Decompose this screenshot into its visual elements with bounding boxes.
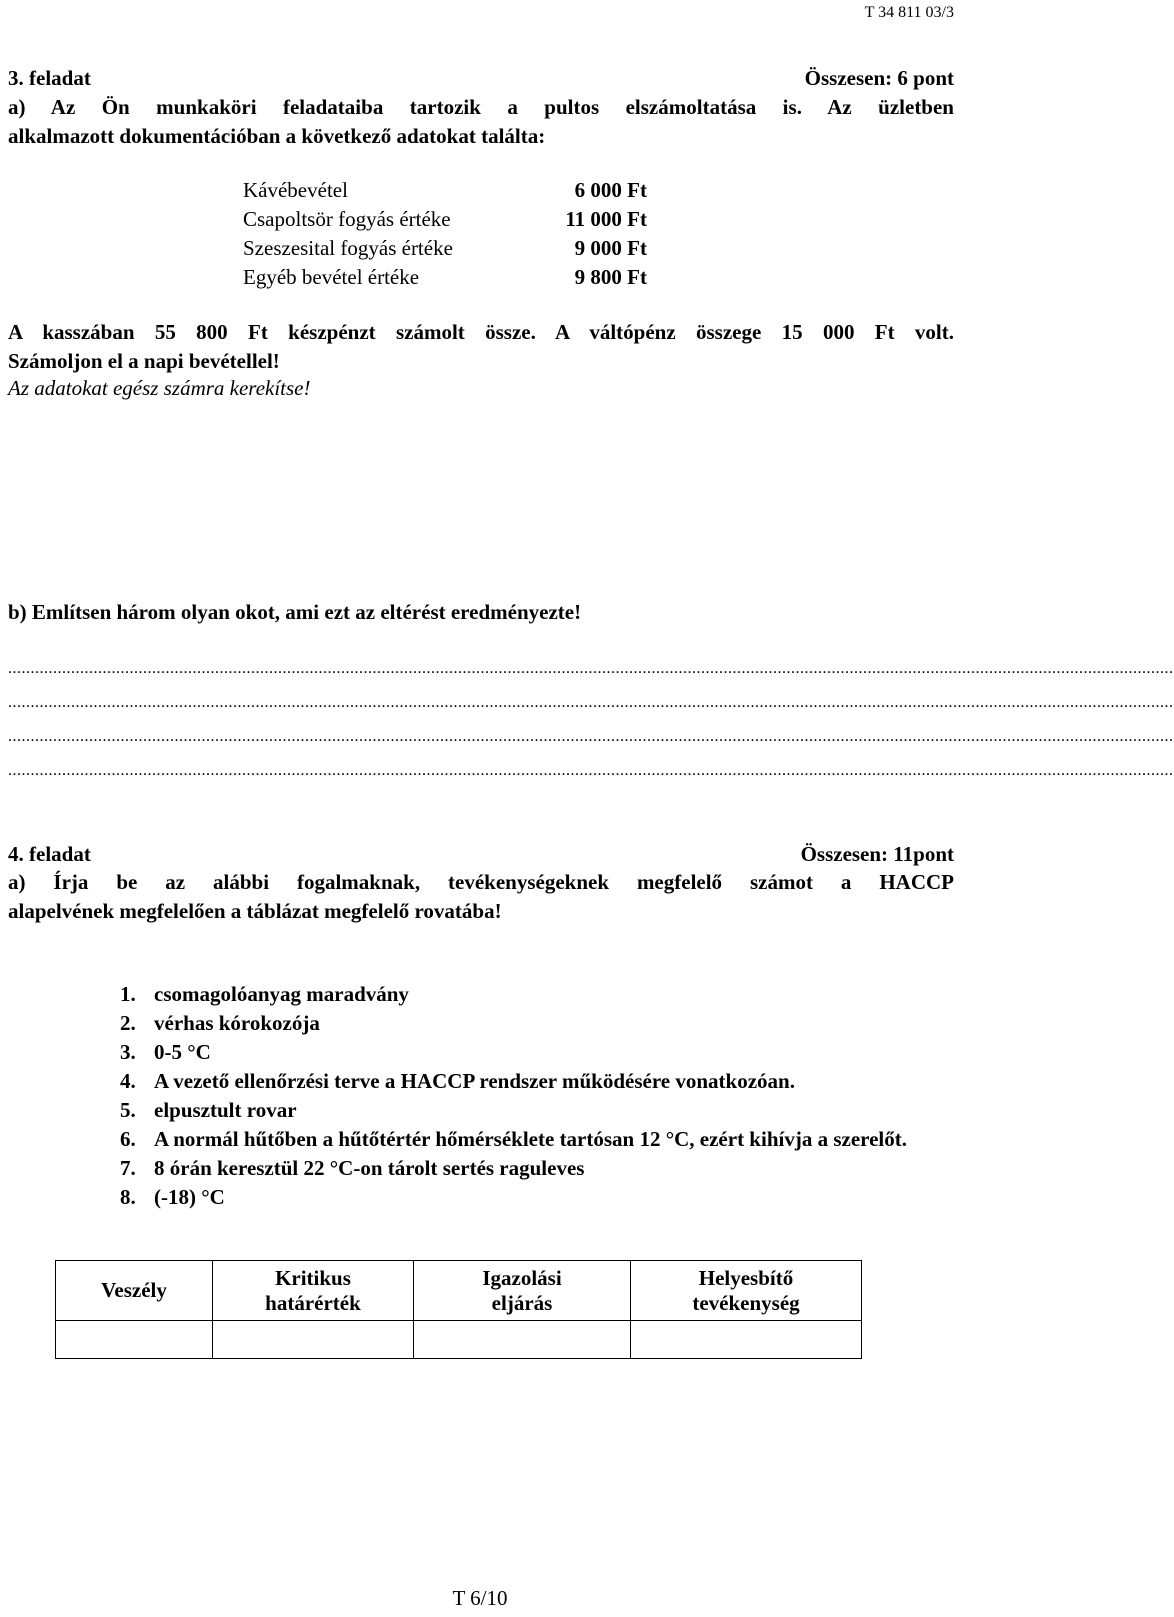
list-item <box>120 1009 960 1038</box>
task4-intro-line1: a) Írja be az alábbi fogalmaknak, tevékenységeknek megfelelő számot a HACCP <box>8 870 954 894</box>
data-label: Kávébevétel <box>243 178 348 202</box>
item-text: vérhas kórokozója <box>154 1011 320 1035</box>
page-footer: T 6/10 <box>452 1586 508 1610</box>
answer-cell-hazard[interactable] <box>56 1321 213 1359</box>
header-verification <box>414 1261 631 1321</box>
data-value: 9 800 Ft <box>574 265 647 289</box>
task4-total: Összesen: 11pont <box>800 842 954 866</box>
list-item <box>120 1183 960 1212</box>
data-row-other <box>243 263 647 292</box>
item-number: 5. <box>120 1098 136 1122</box>
table-header-row <box>56 1261 862 1321</box>
list-item <box>120 1154 960 1183</box>
rounding-note: Az adatokat egész számra kerekítse! <box>8 376 311 400</box>
item-number: 7. <box>120 1156 136 1180</box>
header-critical-limit-line2: határérték <box>265 1290 361 1315</box>
haccp-items-list <box>120 980 960 1212</box>
page-id: T 34 811 03/3 <box>864 4 954 21</box>
data-value: 11 000 Ft <box>565 207 647 231</box>
data-row-beer <box>243 205 647 234</box>
task4-intro-line2: alapelvének megfelelően a táblázat megfelelő rovatába! <box>8 899 502 923</box>
answer-line[interactable]: ................................................................................................................................................................................................................................................................... <box>8 728 1174 745</box>
list-item <box>120 980 960 1009</box>
header-corrective-action <box>631 1261 862 1321</box>
data-row-coffee <box>243 176 647 205</box>
header-corrective-action-line1: Helyesbítő <box>698 1265 794 1290</box>
item-text: csomagolóanyag maradvány <box>154 982 409 1006</box>
item-text: 0-5 °C <box>154 1040 211 1064</box>
data-label: Csapoltsör fogyás értéke <box>243 207 451 231</box>
data-row-spirits <box>243 234 647 263</box>
header-hazard-label: Veszély <box>101 1278 167 1302</box>
task3-header <box>8 66 954 91</box>
header-corrective-action-line2: tevékenység <box>692 1290 800 1315</box>
revenue-data-table <box>243 176 647 292</box>
item-text: 8 órán keresztül 22 °C-on tárolt sertés raguleves <box>154 1156 585 1180</box>
item-text: elpusztult rovar <box>154 1098 297 1122</box>
task3-intro-line1: a) Az Ön munkaköri feladataiba tartozik a pultos elszámoltatása is. Az üzletben <box>8 95 954 119</box>
haccp-table <box>55 1260 862 1359</box>
data-label: Szeszesital fogyás értéke <box>243 236 453 260</box>
item-text: A vezető ellenőrzési terve a HACCP rendszer működésére vonatkozóan. <box>154 1069 795 1093</box>
header-critical-limit-line1: Kritikus <box>275 1265 351 1290</box>
answer-cell-critical-limit[interactable] <box>213 1321 414 1359</box>
task3-intro-line2: alkalmazott dokumentációban a következő adatokat találta: <box>8 124 546 148</box>
item-number: 8. <box>120 1185 136 1209</box>
answer-cell-corrective-action[interactable] <box>631 1321 862 1359</box>
item-number: 3. <box>120 1040 136 1064</box>
task3-title: 3. feladat <box>8 66 91 90</box>
table-answer-row <box>56 1321 862 1359</box>
data-label: Egyéb bevétel értéke <box>243 265 420 289</box>
item-text: A normál hűtőben a hűtőtértér hőmérséklete tartósan 12 °C, ezért kihívja a szerelőt. <box>154 1127 907 1151</box>
list-item <box>120 1125 960 1154</box>
task3-total: Összesen: 6 pont <box>804 66 954 90</box>
data-value: 9 000 Ft <box>574 236 647 260</box>
header-critical-limit <box>213 1261 414 1321</box>
list-item <box>120 1038 960 1067</box>
cash-line: A kasszában 55 800 Ft készpénzt számolt össze. A váltópénz összege 15 000 Ft volt. <box>8 320 954 344</box>
item-number: 1. <box>120 982 136 1006</box>
instruction: Számoljon el a napi bevétellel! <box>8 349 280 373</box>
item-number: 6. <box>120 1127 136 1151</box>
list-item <box>120 1096 960 1125</box>
answer-line[interactable]: ................................................................................................................................................................................................................................................................... <box>8 694 1174 711</box>
header-verification-line2: eljárás <box>491 1290 553 1315</box>
item-number: 4. <box>120 1069 136 1093</box>
task4-header <box>8 842 954 867</box>
task4-title: 4. feladat <box>8 842 91 866</box>
answer-line[interactable]: ................................................................................................................................................................................................................................................................... <box>8 762 1174 779</box>
header-hazard <box>56 1261 213 1321</box>
data-value: 6 000 Ft <box>574 178 647 202</box>
question-b: b) Említsen három olyan okot, ami ezt az eltérést eredményezte! <box>8 600 582 624</box>
list-item <box>120 1067 960 1096</box>
answer-line[interactable]: ................................................................................................................................................................................................................................................................... <box>8 660 1174 677</box>
answer-cell-verification[interactable] <box>414 1321 631 1359</box>
header-verification-line1: Igazolási <box>482 1265 562 1290</box>
item-text: (-18) °C <box>154 1185 225 1209</box>
item-number: 2. <box>120 1011 136 1035</box>
